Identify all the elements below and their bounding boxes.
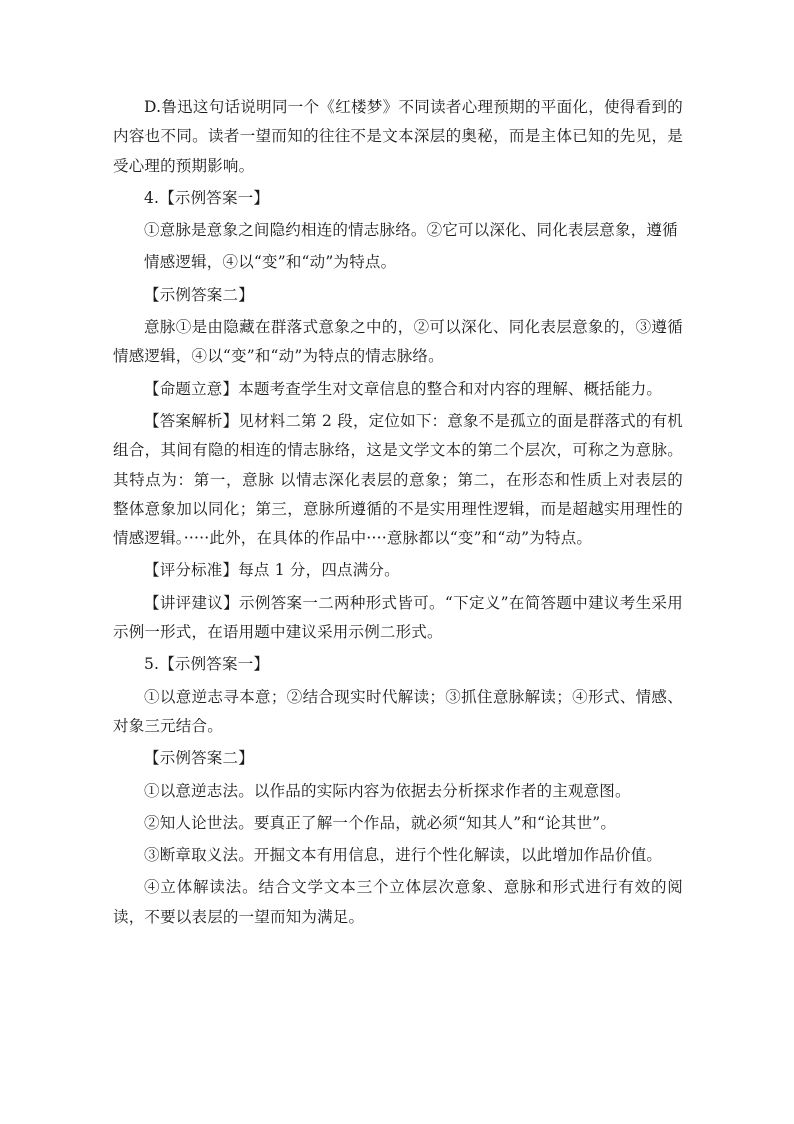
q5-method-4: ④立体解读法。结合文学文本三个立体层次意象、意脉和形式进行有效的阅读，不要以表层的一望而知为满足。: [113, 878, 683, 926]
q5-answer2-heading: 【示例答案二】: [144, 749, 254, 768]
q4-answer2-body: 意脉①是由隐藏在群落式意象之中的，②可以深化、同化表层意象的，③遵循情感逻辑，④以“变”和“动”为特点的情志脉络。: [113, 318, 683, 366]
q4-scoring: 【评分标准】每点 1 分，四点满分。: [144, 561, 400, 580]
q5-method-3: ③断章取义法。开掘文本有用信息，进行个性化解读，以此增加作品价值。: [144, 846, 663, 865]
q5-answer1-body: ①以意逆志寻本意；②结合现实时代解读；③抓住意脉解读；④形式、情感、对象三元结合。: [113, 687, 683, 735]
q4-answer1-line1: ①意脉是意象之间隐约相连的情志脉络。②它可以深化、同化表层意象，遵循: [144, 221, 678, 240]
q4-intent: 【命题立意】本题考查学生对文章信息的整合和对内容的理解、概括能力。: [144, 379, 663, 398]
q4-analysis: 【答案解析】见材料二第 2 段，定位如下：意象不是孤立的面是群落式的有机组合，其间有隐的相连的情志脉络，这是文学文本的第二个层次，可称之为意脉。其特点为：第一，意脉 以情志深化表层的意象；第二，在形态和性质上对表层的整体意象加以同化；第三，意脉所遵循的不是实用理性逻辑，而是超越实用理性的情感逻辑。·····此外，在具体的作品中····意脉都以“变”和“动”为特点。: [113, 411, 683, 548]
q4-suggestion: 【讲评建议】示例答案一二两种形式皆可。“下定义”在简答题中建议考生采用示例一形式，在语用题中建议采用示例二形式。: [113, 593, 683, 642]
q5-method-2: ②知人论世法。要真正了解一个作品，就必须“知其人”和“论其世”。: [144, 813, 617, 832]
paragraph-option-d: D.鲁迅这句话说明同一个《红楼梦》不同读者心理预期的平面化，使得看到的内容也不同。读者一望而知的往往不是文本深层的奥秘，而是主体已知的先见，是受心理的预期影响。: [113, 98, 683, 175]
q4-heading: 4.【示例答案一】: [144, 188, 270, 207]
q4-answer2-heading: 【示例答案二】: [144, 285, 254, 304]
q5-heading: 5.【示例答案一】: [144, 655, 270, 674]
document-page: [113, 93, 683, 935]
q4-answer1-line2: 情感逻辑，④以“变”和“动”为特点。: [144, 253, 397, 272]
q5-method-1: ①以意逆志法。以作品的实际内容为依据去分析探求作者的主观意图。: [144, 781, 631, 800]
